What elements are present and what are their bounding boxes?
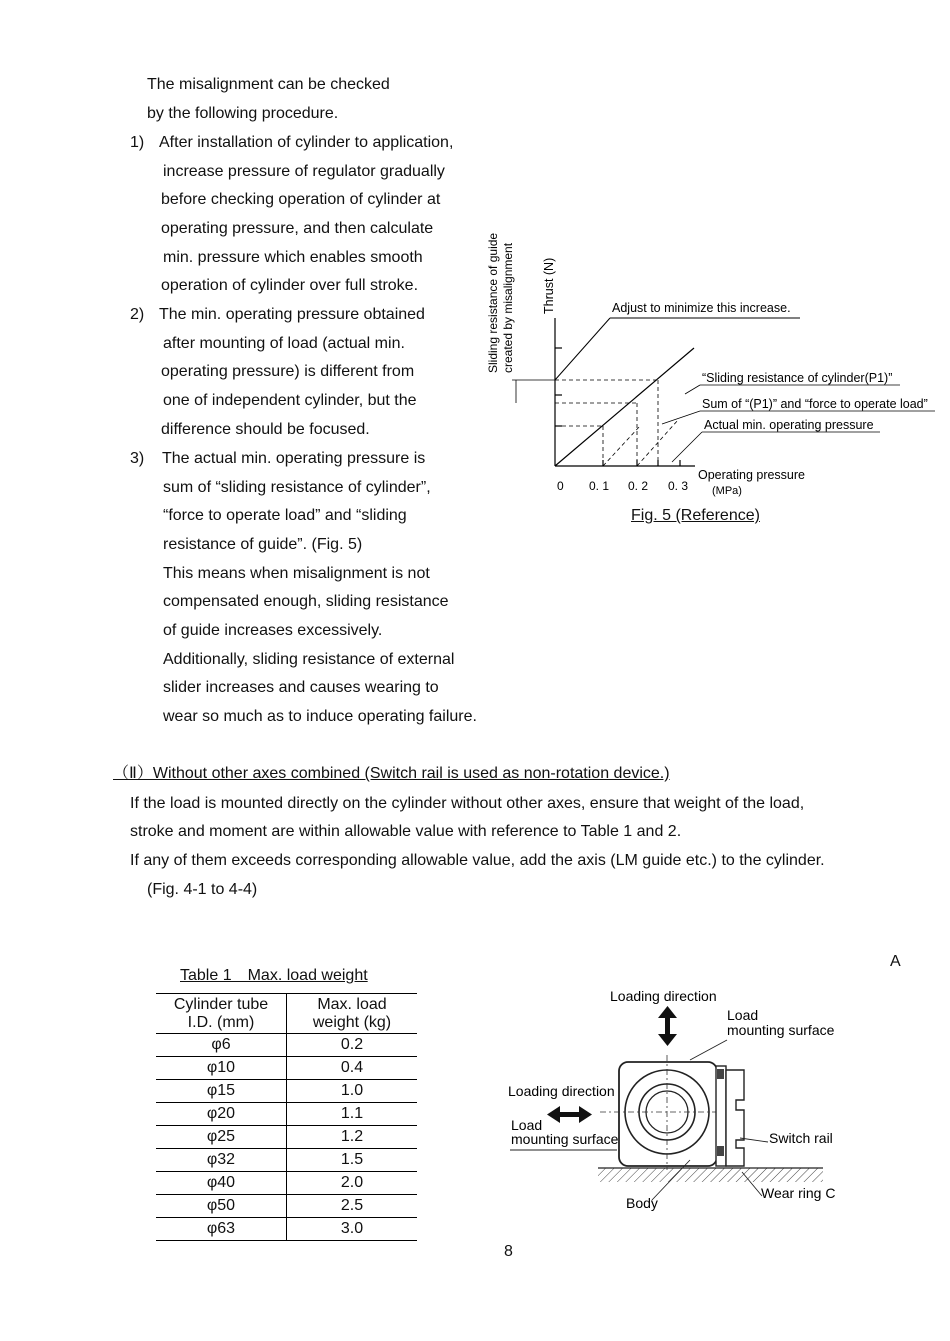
cell-weight: 0.2	[287, 1034, 418, 1057]
step-number: 3)	[130, 450, 145, 467]
wear-ring-label: Wear ring C	[761, 1185, 836, 1201]
cylinder-cross-section-diagram	[500, 985, 840, 1215]
step-line: one of independent cylinder, but the	[163, 392, 417, 409]
x-axis-label: Operating pressure	[698, 468, 806, 482]
annotation-actual: Actual min. operating pressure	[704, 418, 874, 432]
cell-bore: φ25	[156, 1126, 287, 1149]
step-line: sum of “sliding resistance of cylinder”,	[163, 479, 431, 496]
guide-label-line2: created by misalignment	[501, 242, 515, 373]
step-line: resistance of guide”. (Fig. 5)	[163, 536, 363, 553]
cell-weight: 1.5	[287, 1149, 418, 1172]
step-line: The actual min. operating pressure is	[162, 450, 426, 467]
figure-5-caption: Fig. 5 (Reference)	[631, 507, 760, 524]
header-text: I.D. (mm)	[187, 1014, 255, 1031]
guide-resistance-bracket	[512, 380, 555, 403]
load-mounting-surface-left-line2: mounting surface	[511, 1131, 619, 1147]
x-axis	[555, 460, 695, 466]
annotation-p1: “Sliding resistance of cylinder(P1)”	[702, 371, 893, 385]
figure-5-diagram	[480, 215, 945, 505]
section-2-line: stroke and moment are within allowable value with reference to Table 1 and 2.	[130, 823, 682, 840]
load-mounting-surface-left-line1: Load	[511, 1117, 543, 1133]
step-line: “force to operate load” and “sliding	[163, 507, 407, 524]
x-tick-2: 0. 2	[628, 479, 649, 493]
cell-bore: φ32	[156, 1149, 287, 1172]
guide-label-line1: Sliding resistance of guide	[486, 232, 500, 373]
cell-bore: φ15	[156, 1080, 287, 1103]
section-2-line: (Fig. 4-1 to 4-4)	[147, 881, 258, 898]
section-2-line: If the load is mounted directly on the cylinder without other axes, ensure that weight of the load,	[130, 795, 805, 812]
step-line: wear so much as to induce operating failure.	[163, 708, 477, 725]
step-line: operation of cylinder over full stroke.	[161, 277, 419, 294]
intro-line: The misalignment can be checked	[147, 76, 390, 93]
section-2-heading: （Ⅱ）Without other axes combined (Switch rail is used as non-rotation device.)	[113, 765, 670, 782]
table-1-caption: Table 1 Max. load weight	[180, 967, 368, 984]
cell-bore: φ6	[156, 1034, 287, 1057]
header-text: Max. load	[317, 996, 387, 1013]
step-line: operating pressure, and then calculate	[161, 220, 434, 237]
figure-a-label: A	[890, 953, 901, 970]
y-axis	[555, 318, 562, 466]
loading-direction-vertical-arrow	[658, 1006, 677, 1046]
cell-weight: 1.2	[287, 1126, 418, 1149]
step-line: of guide increases excessively.	[163, 622, 383, 639]
step-line: difference should be focused.	[161, 421, 370, 438]
intro-line: by the following procedure.	[147, 105, 339, 122]
increase-line	[555, 318, 610, 380]
annotation-adjust: Adjust to minimize this increase.	[612, 301, 791, 315]
cell-weight: 1.0	[287, 1080, 418, 1103]
cell-weight: 2.0	[287, 1172, 418, 1195]
table-row	[156, 1195, 417, 1218]
step-line: compensated enough, sliding resistance	[163, 593, 449, 610]
section-2-line: If any of them exceeds corresponding allowable value, add the axis (LM guide etc.) to the cylinder.	[130, 852, 825, 869]
step-number: 1)	[130, 134, 145, 151]
annotation-sum: Sum of “(P1)” and “force to operate load”	[702, 397, 928, 411]
cell-weight: 1.1	[287, 1103, 418, 1126]
step-line: increase pressure of regulator gradually	[163, 163, 445, 180]
cell-bore: φ10	[156, 1057, 287, 1080]
table-row	[156, 1149, 417, 1172]
header-max-load	[287, 994, 418, 1034]
x-tick-0: 0	[557, 479, 564, 493]
cell-bore: φ40	[156, 1172, 287, 1195]
step-line: After installation of cylinder to application,	[159, 134, 454, 151]
step-line: min. pressure which enables smooth	[163, 249, 423, 266]
dashed-guides	[555, 380, 678, 466]
table-row	[156, 1172, 417, 1195]
cell-bore: φ50	[156, 1195, 287, 1218]
x-tick-3: 0. 3	[668, 479, 689, 493]
ground-hatch	[598, 1168, 823, 1182]
step-line: operating pressure) is different from	[161, 363, 415, 380]
step-line: The min. operating pressure obtained	[159, 306, 425, 323]
step-line: after mounting of load (actual min.	[163, 335, 405, 352]
table-row	[156, 1218, 417, 1241]
step-line: before checking operation of cylinder at	[161, 191, 441, 208]
loading-direction-left-label: Loading direction	[508, 1083, 615, 1099]
table-row	[156, 1034, 417, 1057]
x-axis-unit: (MPa)	[712, 485, 742, 497]
cell-weight: 0.4	[287, 1057, 418, 1080]
cell-weight: 3.0	[287, 1218, 418, 1241]
switch-rail-label: Switch rail	[769, 1130, 833, 1146]
table-header-row	[156, 994, 417, 1034]
cylinder-body	[619, 1062, 717, 1166]
load-mounting-surface-top-line2: mounting surface	[727, 1022, 835, 1038]
thrust-line	[555, 348, 694, 466]
table-row	[156, 1057, 417, 1080]
table-row	[156, 1103, 417, 1126]
cell-bore: φ63	[156, 1218, 287, 1241]
header-text: weight (kg)	[312, 1014, 392, 1031]
max-load-weight-table	[156, 993, 417, 1241]
step-line: slider increases and causes wearing to	[163, 679, 439, 696]
y-axis-label: Thrust (N)	[542, 257, 556, 314]
header-text: Cylinder tube	[173, 996, 269, 1013]
table-row	[156, 1080, 417, 1103]
header-cylinder-id	[156, 994, 287, 1034]
loading-direction-top-label: Loading direction	[610, 988, 717, 1004]
step-number: 2)	[130, 306, 145, 323]
body-label: Body	[626, 1195, 658, 1211]
load-mounting-surface-top-line1: Load	[727, 1007, 759, 1023]
table-row	[156, 1126, 417, 1149]
step-line: Additionally, sliding resistance of external	[163, 651, 455, 668]
x-tick-1: 0. 1	[589, 479, 610, 493]
cell-bore: φ20	[156, 1103, 287, 1126]
page-number: 8	[504, 1243, 513, 1260]
step-line: This means when misalignment is not	[163, 565, 430, 582]
loading-direction-horizontal-arrow	[547, 1106, 592, 1123]
cell-weight: 2.5	[287, 1195, 418, 1218]
